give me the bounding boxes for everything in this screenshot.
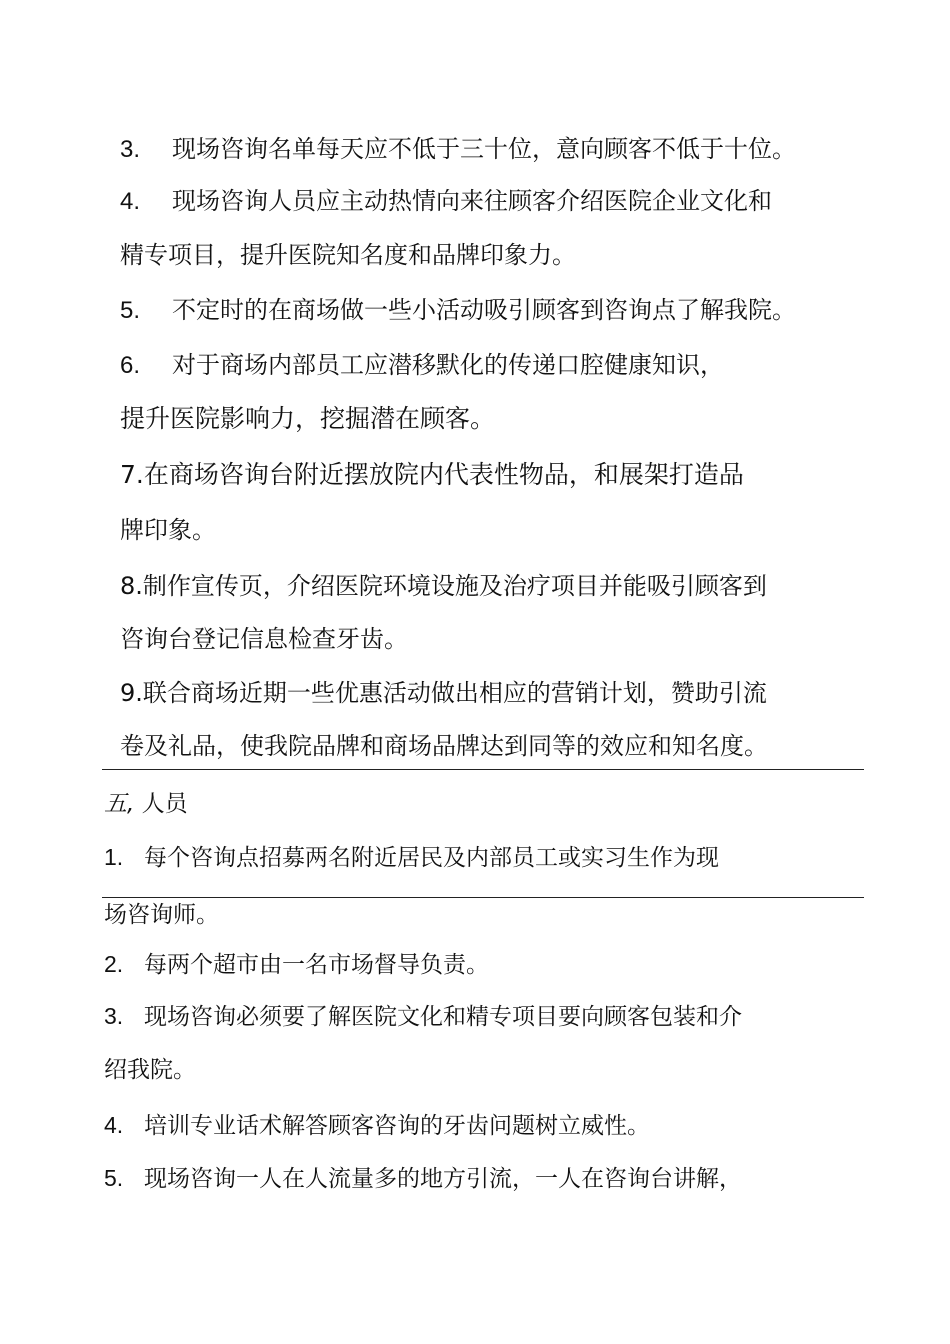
item-text-continued: 牌印象。 bbox=[120, 516, 216, 544]
item-text: 对于商场内部员工应潜移默化的传递口腔健康知识， bbox=[172, 351, 724, 379]
item-text: 现场咨询名单每天应不低于三十位，意向顾客不低于十位。 bbox=[172, 135, 796, 163]
list-item bbox=[104, 1167, 742, 1191]
list-item bbox=[104, 1005, 742, 1029]
item-text-continued: 绍我院。 bbox=[104, 1057, 196, 1083]
item-text: 每两个超市由一名市场督导负责。 bbox=[144, 952, 489, 978]
list-item bbox=[120, 137, 796, 162]
item-text-continued: 提升医院影响力，挖掘潜在顾客。 bbox=[120, 404, 496, 433]
item-text: 每个咨询点招募两名附近居民及内部员工或实习生作为现 bbox=[144, 845, 719, 871]
item-text-continued: 精专项目，提升医院知名度和品牌印象力。 bbox=[120, 241, 576, 269]
item-text: 现场咨询一人在人流量多的地方引流，一人在咨询台讲解， bbox=[144, 1166, 742, 1192]
item-text: 现场咨询人员应主动热情向来往顾客介绍医院企业文化和 bbox=[172, 187, 772, 215]
list-item bbox=[120, 353, 724, 378]
item-number: 4. bbox=[120, 188, 141, 215]
line-divider bbox=[102, 897, 864, 898]
section-title: 人员 bbox=[141, 791, 188, 817]
list-item: 8.制作宣传页，介绍医院环境设施及治疗项目并能吸引顾客到 bbox=[120, 572, 767, 600]
item-text-continued: 场咨询师。 bbox=[104, 902, 219, 928]
list-item bbox=[104, 953, 489, 977]
item-number: 6. bbox=[120, 352, 141, 379]
list-item: 9.联合商场近期一些优惠活动做出相应的营销计划，赞助引流 bbox=[120, 679, 767, 707]
list-item bbox=[120, 298, 796, 323]
list-item bbox=[104, 1114, 650, 1138]
item-text-continued: 卷及礼品，使我院品牌和商场品牌达到同等的效应和知名度。 bbox=[120, 732, 768, 760]
item-number: 5. bbox=[120, 297, 141, 324]
section-number: 五, bbox=[104, 791, 135, 817]
item-number: 2. bbox=[104, 951, 124, 977]
item-number: 1. bbox=[104, 844, 124, 870]
section-heading bbox=[104, 793, 188, 816]
list-item bbox=[120, 189, 772, 214]
item-text: 现场咨询必须要了解医院文化和精专项目要向顾客包装和介 bbox=[144, 1004, 742, 1030]
section-divider bbox=[102, 769, 864, 770]
item-text: 不定时的在商场做一些小活动吸引顾客到咨询点了解我院。 bbox=[172, 296, 796, 324]
item-number: 5. bbox=[104, 1165, 124, 1191]
item-text-continued: 咨询台登记信息检查牙齿。 bbox=[120, 625, 408, 653]
item-number: 3. bbox=[120, 136, 141, 163]
list-item: 7.在商场咨询台附近摆放院内代表性物品，和展架打造品 bbox=[120, 460, 744, 489]
item-number: 4. bbox=[104, 1112, 124, 1138]
item-text: 培训专业话术解答顾客咨询的牙齿问题树立威性。 bbox=[144, 1113, 650, 1139]
list-item bbox=[104, 846, 719, 870]
item-number: 3. bbox=[104, 1003, 124, 1029]
